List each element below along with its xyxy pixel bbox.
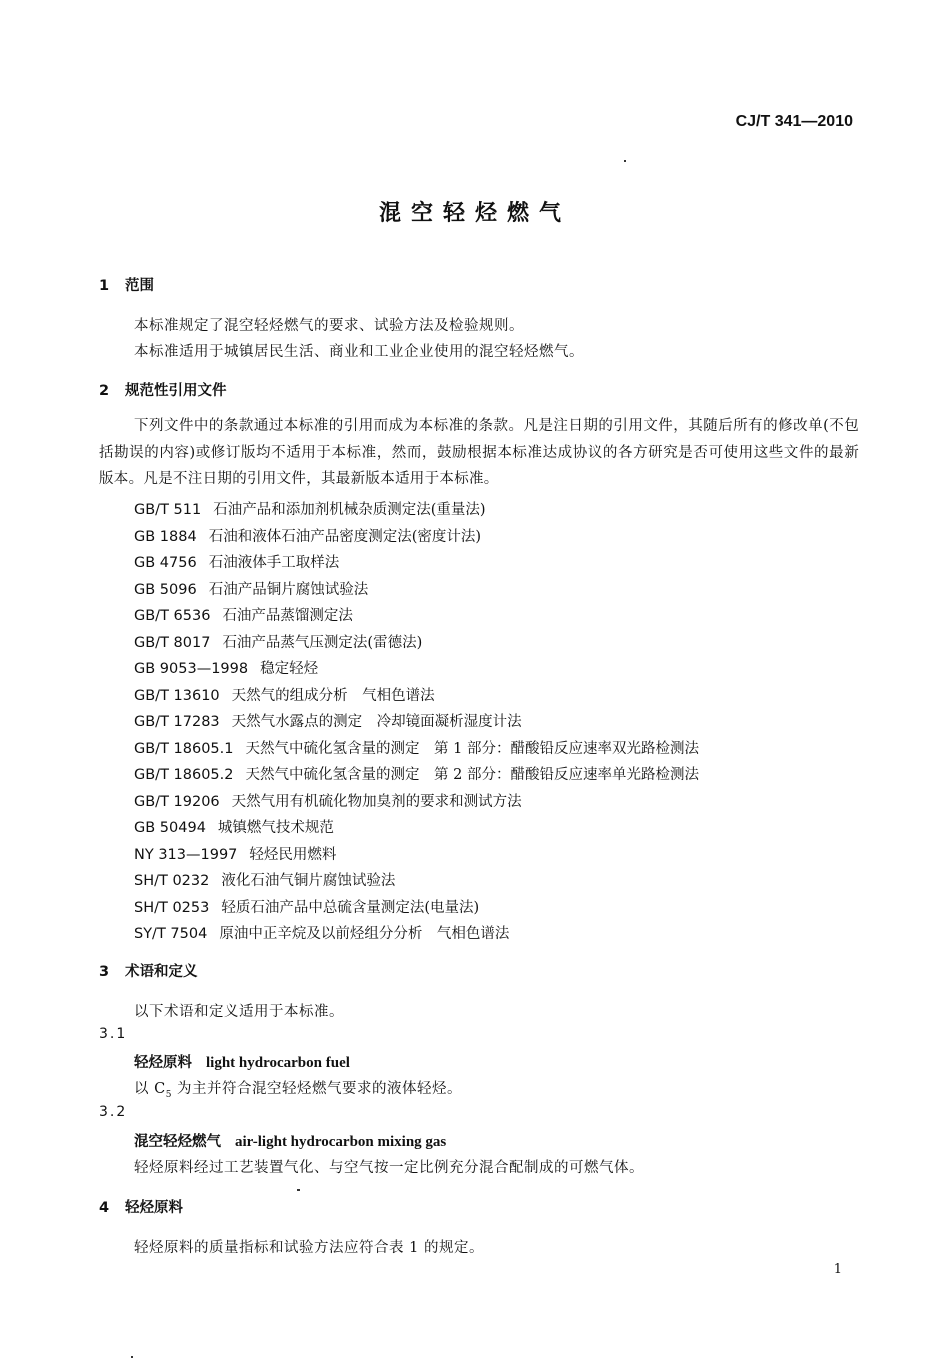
section-number: 1 [99, 278, 110, 294]
section-number: 2 [99, 383, 110, 399]
reference-code: GB/T 19206 [134, 793, 220, 810]
reference-item [134, 843, 336, 864]
reference-title: 稳定轻烃 [260, 661, 319, 677]
reference-item [134, 737, 699, 758]
reference-item [134, 657, 318, 678]
section-title: 范围 [125, 278, 154, 294]
term-number: 3.1 [99, 1026, 128, 1042]
reference-item [134, 710, 522, 731]
reference-item [134, 684, 435, 705]
scan-speck [131, 1356, 133, 1358]
definition-text: 为主并符合混空轻烃燃气要求的液体轻烃。 [171, 1081, 463, 1097]
reference-title: 城镇燃气技术规范 [217, 820, 334, 836]
reference-item [134, 551, 339, 572]
standard-code: CJ/T 341—2010 [735, 113, 853, 130]
term-definition [134, 1077, 462, 1100]
section-number: 4 [99, 1200, 110, 1216]
reference-item [134, 525, 481, 546]
reference-title: 石油产品和添加剂机械杂质测定法(重量法) [213, 502, 486, 518]
reference-title: 天然气水露点的测定 冷却镜面凝析湿度计法 [231, 714, 522, 730]
section-3-heading [99, 960, 198, 981]
term-en: light hydrocarbon fuel [206, 1055, 350, 1071]
section-number: 3 [99, 964, 110, 980]
term-en: air-light hydrocarbon mixing gas [235, 1134, 447, 1150]
reference-code: GB/T 18605.1 [134, 740, 234, 757]
section-2-heading [99, 379, 227, 400]
reference-code: GB 50494 [134, 820, 206, 836]
reference-item [134, 790, 522, 811]
reference-code: SH/T 0232 [134, 873, 210, 889]
term-zh: 轻烃原料 [134, 1055, 192, 1071]
page-number: 1 [833, 1262, 842, 1277]
reference-code: GB/T 13610 [134, 687, 220, 704]
reference-title: 石油液体手工取样法 [208, 555, 340, 571]
reference-code: GB/T 17283 [134, 714, 220, 730]
reference-code: GB 1884 [134, 528, 197, 545]
section-title: 规范性引用文件 [125, 383, 227, 399]
reference-item [134, 578, 368, 599]
reference-title: 天然气中硫化氢含量的测定 第 2 部分：醋酸铅反应速率单光路检测法 [245, 767, 699, 783]
normative-intro-paragraph: 下列文件中的条款通过本标准的引用而成为本标准的条款。凡是注日期的引用文件，其随后所有的修改单(不包括勘误的内容)或修订版均不适用于本标准，然而，鼓励根据本标准达成协议的各方研究是否可使用这些文件的最新版本。凡是不注日期的引用文件，其最新版本适用于本标准。 [99, 418, 859, 487]
reference-item [134, 498, 486, 519]
reference-title: 原油中正辛烷及以前烃组分分析 气相色谱法 [219, 926, 510, 942]
reference-title: 石油产品铜片腐蚀试验法 [208, 581, 369, 598]
reference-code: NY 313—1997 [134, 846, 238, 863]
term-heading [134, 1051, 350, 1072]
reference-code: GB 9053—1998 [134, 661, 249, 677]
term-heading [134, 1130, 446, 1151]
reference-item [134, 922, 509, 943]
section-4-heading [99, 1196, 183, 1217]
section-title: 轻烃原料 [125, 1200, 183, 1216]
paragraph: 本标准规定了混空轻烃燃气的要求、试验方法及检验规则。 [134, 318, 524, 334]
term-definition: 轻烃原料经过工艺装置气化、与空气按一定比例充分混合配制成的可燃气体。 [134, 1160, 644, 1176]
subscript: 5 [165, 1089, 172, 1100]
reference-item [134, 896, 479, 917]
reference-title: 天然气中硫化氢含量的测定 第 1 部分：醋酸铅反应速率双光路检测法 [245, 740, 699, 757]
section-1-heading [99, 274, 154, 295]
reference-code: GB/T 18605.2 [134, 767, 234, 783]
reference-code: GB/T 511 [134, 502, 202, 518]
term-zh: 混空轻烃燃气 [134, 1134, 221, 1150]
section-title: 术语和定义 [125, 964, 198, 980]
reference-code: SY/T 7504 [134, 926, 208, 942]
reference-title: 天然气的组成分析 气相色谱法 [231, 687, 435, 704]
reference-item [134, 631, 422, 652]
reference-title: 轻质石油产品中总硫含量测定法(电量法) [221, 899, 480, 916]
reference-item [134, 763, 699, 784]
paragraph: 以下术语和定义适用于本标准。 [134, 1004, 344, 1020]
scan-speck [624, 160, 626, 162]
paragraph: 轻烃原料的质量指标和试验方法应符合表 1 的规定。 [134, 1240, 484, 1256]
reference-title: 石油和液体石油产品密度测定法(密度计法) [208, 528, 482, 545]
reference-code: GB/T 6536 [134, 608, 211, 624]
reference-item [134, 869, 395, 890]
reference-item [134, 816, 334, 837]
term-number: 3.2 [99, 1104, 128, 1120]
reference-item [134, 604, 353, 625]
paragraph: 本标准适用于城镇居民生活、商业和工业企业使用的混空轻烃燃气。 [134, 344, 584, 360]
reference-title: 石油产品蒸馏测定法 [222, 608, 353, 624]
reference-code: SH/T 0253 [134, 899, 210, 916]
reference-title: 液化石油气铜片腐蚀试验法 [221, 873, 396, 889]
reference-code: GB/T 8017 [134, 634, 211, 651]
page-title: 混空轻烃燃气 [378, 200, 571, 226]
scan-speck [297, 1189, 300, 1191]
reference-code: GB 5096 [134, 581, 197, 598]
reference-code: GB 4756 [134, 555, 197, 571]
reference-title: 石油产品蒸气压测定法(雷德法) [222, 634, 423, 651]
reference-title: 轻烃民用燃料 [249, 846, 337, 863]
reference-title: 天然气用有机硫化物加臭剂的要求和测试方法 [231, 793, 522, 810]
definition-text: 以 C [134, 1081, 166, 1097]
